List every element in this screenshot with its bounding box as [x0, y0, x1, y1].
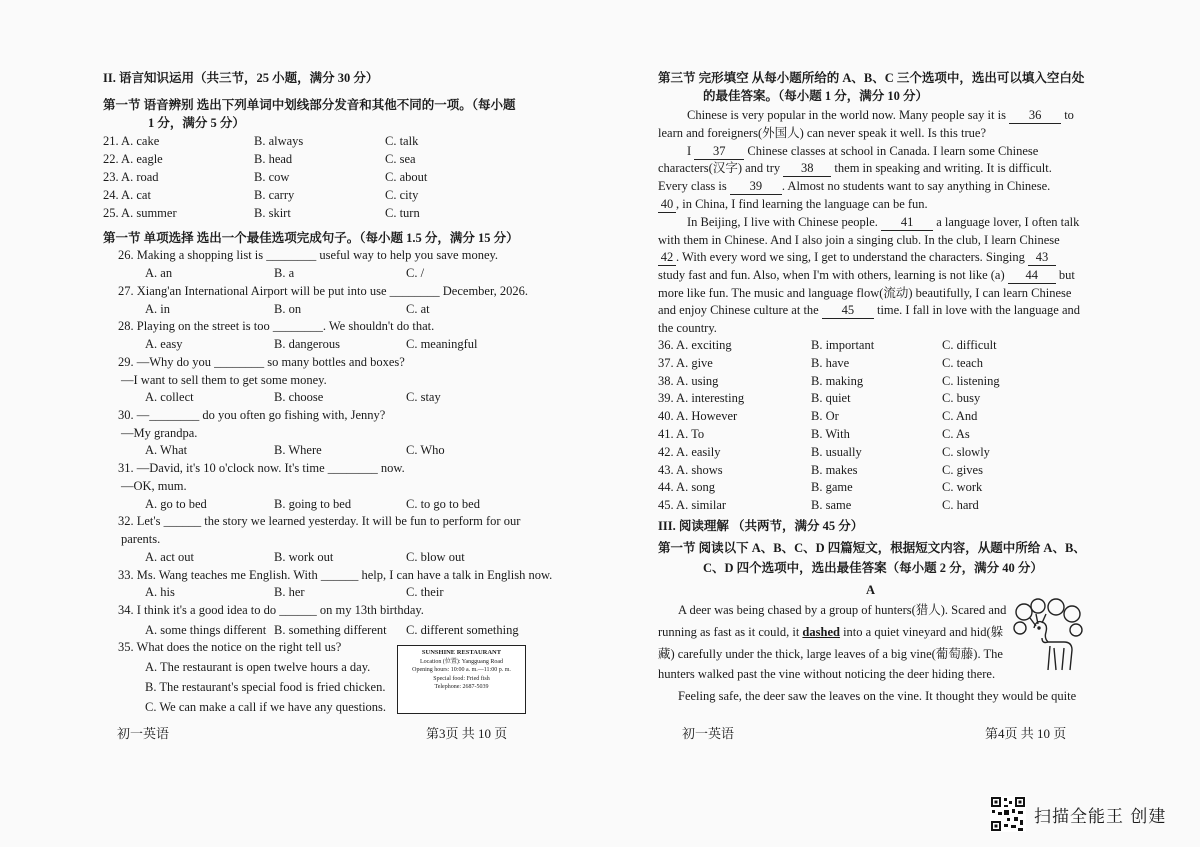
passage-line-4: hunters walked past the vine without noticing the deer hiding there. — [658, 667, 996, 681]
blank-40: 40 — [658, 196, 676, 213]
footer-page-number-right: 第4页 共 10 页 — [985, 726, 1067, 741]
phonetics-option-b: B. head — [254, 152, 293, 166]
phonetics-option-a-prefix: 22. A. — [103, 152, 137, 166]
question-34: 34. I think it's a good idea to do ______ on my 13th birthday. — [118, 603, 424, 617]
cloze-option-a: 41. A. To — [658, 427, 705, 441]
passage-line-5: Feeling safe, the deer saw the leaves on the vine. It thought they would be quite — [678, 689, 1077, 703]
option-c: C. stay — [406, 390, 441, 404]
option-c: C. blow out — [406, 550, 465, 564]
option-c: C. at — [406, 302, 430, 316]
question-30-reply: —My grandpa. — [121, 426, 198, 440]
scanner-watermark — [990, 796, 1166, 832]
question-32-cont: parents. — [121, 532, 161, 546]
section-ii-heading: II. 语言知识运用（共三节，25 小题，满分 30 分） — [103, 71, 379, 85]
cloze-option-a: 38. A. using — [658, 373, 719, 388]
question-35-option-a: A. The restaurant is open twelve hours a day. — [145, 660, 371, 674]
option-b: B. work out — [274, 550, 334, 564]
cloze-option-c: C. hard — [942, 498, 979, 513]
phonetics-option-a-prefix: 25. A. — [103, 206, 137, 220]
cloze-option-b: B. same — [811, 498, 852, 513]
cloze-option-a: 44. A. song — [658, 480, 715, 495]
footer-page-number: 第3页 共 10 页 — [426, 726, 508, 741]
cloze-line-2: learn and foreigners(外国人) can never speak it well. Is this true? — [658, 126, 987, 140]
passage-line-1: A deer was being chased by a group of hunters(猎人). Scared and — [678, 603, 1007, 617]
blank-42: 42 — [658, 249, 676, 266]
deer-illustration — [1012, 598, 1084, 676]
option-c: C. different something — [406, 623, 519, 637]
question-31-reply: —OK, mum. — [121, 479, 187, 493]
phonetics-heading: 第一节 语音辨别 选出下列单词中划线部分发音和其他不同的一项。（每小题 — [103, 98, 516, 112]
question-29: 29. —Why do you ________ so many bottles and boxes? — [118, 355, 405, 369]
question-28: 28. Playing on the street is too ________. We shouldn't do that. — [118, 319, 435, 333]
question-29-reply: —I want to sell them to get some money. — [121, 373, 327, 387]
blank-39: 39 — [730, 178, 782, 195]
phonetics-option-a: cat — [136, 188, 151, 202]
scanner-label: 扫描全能王 创建 — [1034, 806, 1167, 827]
cloze-option-c: C. listening — [942, 373, 1000, 388]
footer-subject-right: 初一英语 — [682, 726, 735, 741]
phonetics-option-a: cake — [136, 134, 160, 148]
notice-phone: Telephone: 2687-5039 — [434, 684, 489, 690]
option-a: A. in — [145, 302, 170, 316]
cloze-option-a: 39. A. interesting — [658, 391, 745, 406]
blank-41: 41 — [881, 214, 933, 231]
notice-title: SUNSHINE RESTAURANT — [421, 649, 502, 656]
cloze-line-1: Chinese is very popular in the world now. Many people say it is 36 to — [687, 108, 1074, 122]
option-c: C. to go to bed — [406, 497, 480, 511]
right-page — [600, 0, 1200, 847]
cloze-option-b: B. have — [811, 355, 850, 370]
blank-36: 36 — [1009, 107, 1061, 124]
qr-code-icon — [990, 796, 1026, 832]
phonetics-option-a: eagle — [136, 152, 163, 166]
option-c: C. meaningful — [406, 337, 478, 351]
question-35: 35. What does the notice on the right tell us? — [118, 640, 342, 654]
phonetics-option-a-prefix: 24. A. — [103, 188, 137, 202]
option-a: A. his — [145, 585, 175, 599]
cloze-option-b: B. With — [811, 427, 850, 441]
cloze-option-c: C. slowly — [942, 444, 990, 459]
phonetics-option-a: summer — [136, 206, 177, 220]
cloze-line-6: 40 , in China, I find learning the language can be fun. — [658, 196, 928, 213]
reading-heading: III. 阅读理解 （共两节，满分 45 分） — [658, 519, 864, 533]
cloze-option-c: C. As — [942, 427, 970, 441]
cloze-line-7: In Beijing, I live with Chinese people. 41 a language lover, I often talk — [687, 215, 1080, 229]
cloze-option-c: C. teach — [942, 355, 983, 370]
phonetics-option-b: B. cow — [254, 170, 290, 184]
cloze-option-b: B. important — [811, 338, 875, 352]
phonetics-option-c: C. turn — [385, 206, 420, 220]
cloze-option-a: 45. A. similar — [658, 498, 727, 513]
cloze-line-10: study fast and fun. Also, when I'm with others, learning is not like (a) 44 but — [658, 268, 1075, 282]
option-c: C. Who — [406, 443, 445, 457]
phonetics-row — [103, 187, 151, 203]
cloze-option-b: B. game — [811, 480, 853, 495]
option-a: A. What — [145, 443, 188, 457]
question-30: 30. —________ do you often go fishing with, Jenny? — [118, 408, 386, 422]
footer-subject: 初一英语 — [117, 726, 170, 741]
phonetics-option-c: C. about — [385, 170, 428, 184]
question-31: 31. —David, it's 10 o'clock now. It's time ________ now. — [118, 461, 405, 475]
question-27: 27. Xiang'an International Airport will be put into use ________ December, 2026. — [118, 284, 528, 298]
phonetics-row — [103, 169, 159, 185]
cloze-option-a: 43. A. shows — [658, 462, 723, 477]
cloze-line-4: characters(汉字) and try 38 them in speaking and writing. It is difficult. — [658, 161, 1052, 175]
option-a: A. go to bed — [145, 497, 207, 511]
passage-line-3: 藏) carefully under the thick, large leaves of a big vine(葡萄藤). The — [658, 647, 1003, 661]
phonetics-option-b: B. skirt — [254, 206, 291, 220]
phonetics-option-c: C. talk — [385, 134, 419, 148]
option-b: B. going to bed — [274, 497, 352, 511]
option-b: B. choose — [274, 390, 324, 404]
option-b: B. Where — [274, 443, 322, 457]
cloze-option-b: B. usually — [811, 444, 862, 459]
cloze-option-c: C. busy — [942, 391, 981, 406]
option-a: A. an — [145, 266, 173, 280]
reading-instruction-2: C、D 四个选项中，选出最佳答案（每小题 2 分，满分 40 分） — [703, 561, 1043, 575]
blank-43: 43 — [1028, 249, 1056, 266]
phonetics-option-a: road — [136, 170, 159, 184]
cloze-option-a: 42. A. easily — [658, 444, 721, 459]
notice-location: Location (位置): Yangguang Road — [420, 658, 503, 665]
phonetics-heading-2: 1 分，满分 5 分） — [148, 116, 245, 130]
blank-45: 45 — [822, 302, 874, 319]
question-26: 26. Making a shopping list is ________ useful way to help you save money. — [118, 248, 499, 262]
question-33: 33. Ms. Wang teaches me English. With ______ help, I can have a talk in English now. — [118, 568, 553, 582]
cloze-option-b: B. Or — [811, 409, 839, 424]
cloze-line-13: the country. — [658, 321, 717, 335]
cloze-option-c: C. gives — [942, 462, 983, 477]
cloze-option-c: C. work — [942, 480, 983, 495]
cloze-line-11: more like fun. The music and language flow(流动) beautifully, I can learn Chinese — [658, 286, 1072, 300]
option-c: C. / — [406, 266, 425, 280]
phonetics-option-c: C. sea — [385, 152, 416, 166]
blank-44: 44 — [1008, 267, 1056, 284]
option-a: A. collect — [145, 390, 194, 404]
phonetics-row — [103, 205, 177, 221]
cloze-line-12: and enjoy Chinese culture at the 45 time. I fall in love with the language and — [658, 303, 1081, 317]
passage-line-2: running as fast as it could, it dashed into a quiet vineyard and hid(躲 — [658, 625, 1004, 639]
cloze-option-b: B. making — [811, 373, 864, 388]
choice-heading: 第一节 单项选择 选出一个最佳选项完成句子。（每小题 1.5 分，满分 15 分） — [103, 231, 519, 245]
cloze-option-b: B. quiet — [811, 391, 851, 406]
cloze-option-b: B. makes — [811, 462, 858, 477]
phonetics-option-a-prefix: 23. A. — [103, 170, 137, 184]
option-c: C. their — [406, 585, 444, 599]
blank-38: 38 — [783, 160, 831, 177]
phonetics-row — [103, 151, 163, 167]
option-b: B. a — [274, 266, 295, 280]
passage-label: A — [866, 583, 876, 597]
phonetics-row — [103, 133, 159, 149]
cloze-option-c: C. And — [942, 409, 978, 424]
phonetics-option-b: B. carry — [254, 188, 295, 202]
cloze-option-a: 40. A. However — [658, 409, 738, 424]
option-a: A. act out — [145, 550, 194, 564]
option-b: B. on — [274, 302, 302, 316]
cloze-option-a: 36. A. exciting — [658, 338, 732, 352]
question-35-option-c: C. We can make a call if we have any questions. — [145, 700, 387, 714]
cloze-line-5: Every class is 39 . Almost no students want to say anything in Chinese. — [658, 179, 1051, 193]
phonetics-option-c: C. city — [385, 188, 419, 202]
option-b: B. her — [274, 585, 305, 599]
phonetics-option-a-prefix: 21. A. — [103, 134, 137, 148]
option-b: B. dangerous — [274, 337, 340, 351]
option-a: A. easy — [145, 337, 183, 351]
notice-hours: Opening hours: 10:00 a. m.—11:00 p. m. — [412, 667, 511, 673]
option-b: B. something different — [274, 623, 387, 637]
option-a: A. some things different — [145, 623, 267, 637]
cloze-option-c: C. difficult — [942, 338, 997, 352]
notice-food: Special food: Fried fish — [433, 675, 490, 682]
question-32: 32. Let's ______ the story we learned yesterday. It will be fun to perform for our — [118, 514, 521, 528]
question-35-option-b: B. The restaurant's special food is fried chicken. — [145, 680, 386, 694]
cloze-option-a: 37. A. give — [658, 355, 713, 370]
restaurant-notice — [397, 645, 526, 714]
blank-37: 37 — [694, 143, 744, 160]
reading-instruction: 第一节 阅读以下 A、B、C、D 四篇短文，根据短文内容，从题中所给 A、B、 — [658, 541, 1086, 555]
cloze-heading: 第三节 完形填空 从每小题所给的 A、B、C 三个选项中，选出可以填入空白处 — [658, 71, 1085, 85]
cloze-line-9: 42 . With every word we sing, I get to understand the characters. Singing 43 — [658, 249, 1056, 266]
cloze-heading-2: 的最佳答案。（每小题 1 分，满分 10 分） — [703, 89, 929, 103]
phonetics-option-b: B. always — [254, 134, 304, 148]
underlined-word: dashed — [802, 625, 840, 639]
cloze-line-8: with them in Chinese. And I also join a singing club. In the club, I learn Chinese — [658, 233, 1060, 247]
cloze-line-3: I 37 Chinese classes at school in Canada. I learn some Chinese — [687, 144, 1039, 158]
